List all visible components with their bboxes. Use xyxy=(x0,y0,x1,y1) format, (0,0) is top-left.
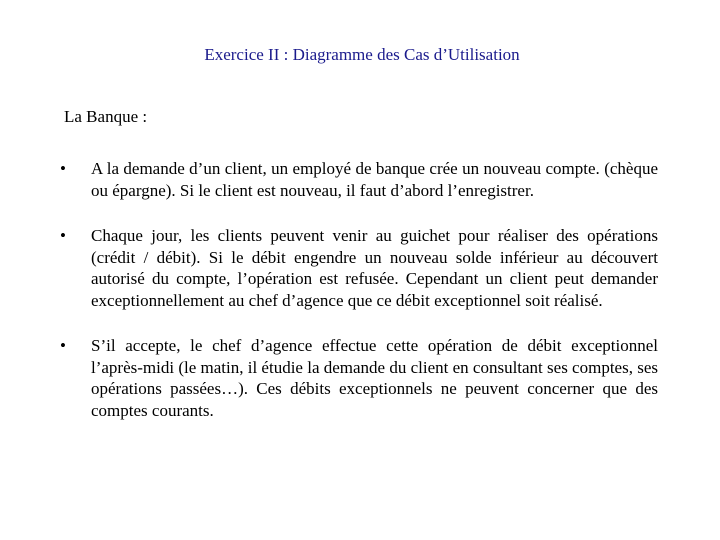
bullet-item xyxy=(60,158,658,201)
bullet-list xyxy=(60,158,658,421)
bullet-item xyxy=(60,335,658,421)
section-heading: La Banque : xyxy=(64,107,148,126)
bullet-icon: • xyxy=(60,336,66,355)
bullet-icon: • xyxy=(60,159,66,178)
bullet-text: A la demande d’un client, un employé de banque crée un nouveau compte. (chèque ou épargne). Si le client est nouveau, il faut d’abord l’enregistrer. xyxy=(91,159,658,200)
bullet-item xyxy=(60,225,658,311)
bullet-text: Chaque jour, les clients peuvent venir au guichet pour réaliser des opérations (crédit / débit). Si le débit engendre un nouveau solde inférieur au découvert autorisé du compte, l’opération est refusée. Cependant un client peut demander exceptionnellement au chef d’agence que ce débit exceptionnel soit réalisé. xyxy=(91,226,658,310)
bullet-text: S’il accepte, le chef d’agence effectue cette opération de débit exceptionnel l’après-midi (le matin, il étudie la demande du client en consultant ses comptes, ses opérations passées…). Ces débits exceptionnels ne peuvent concerner que des comptes courants. xyxy=(91,336,658,420)
page-title: Exercice II : Diagramme des Cas d’Utilisation xyxy=(204,45,520,64)
bullet-icon: • xyxy=(60,226,66,245)
